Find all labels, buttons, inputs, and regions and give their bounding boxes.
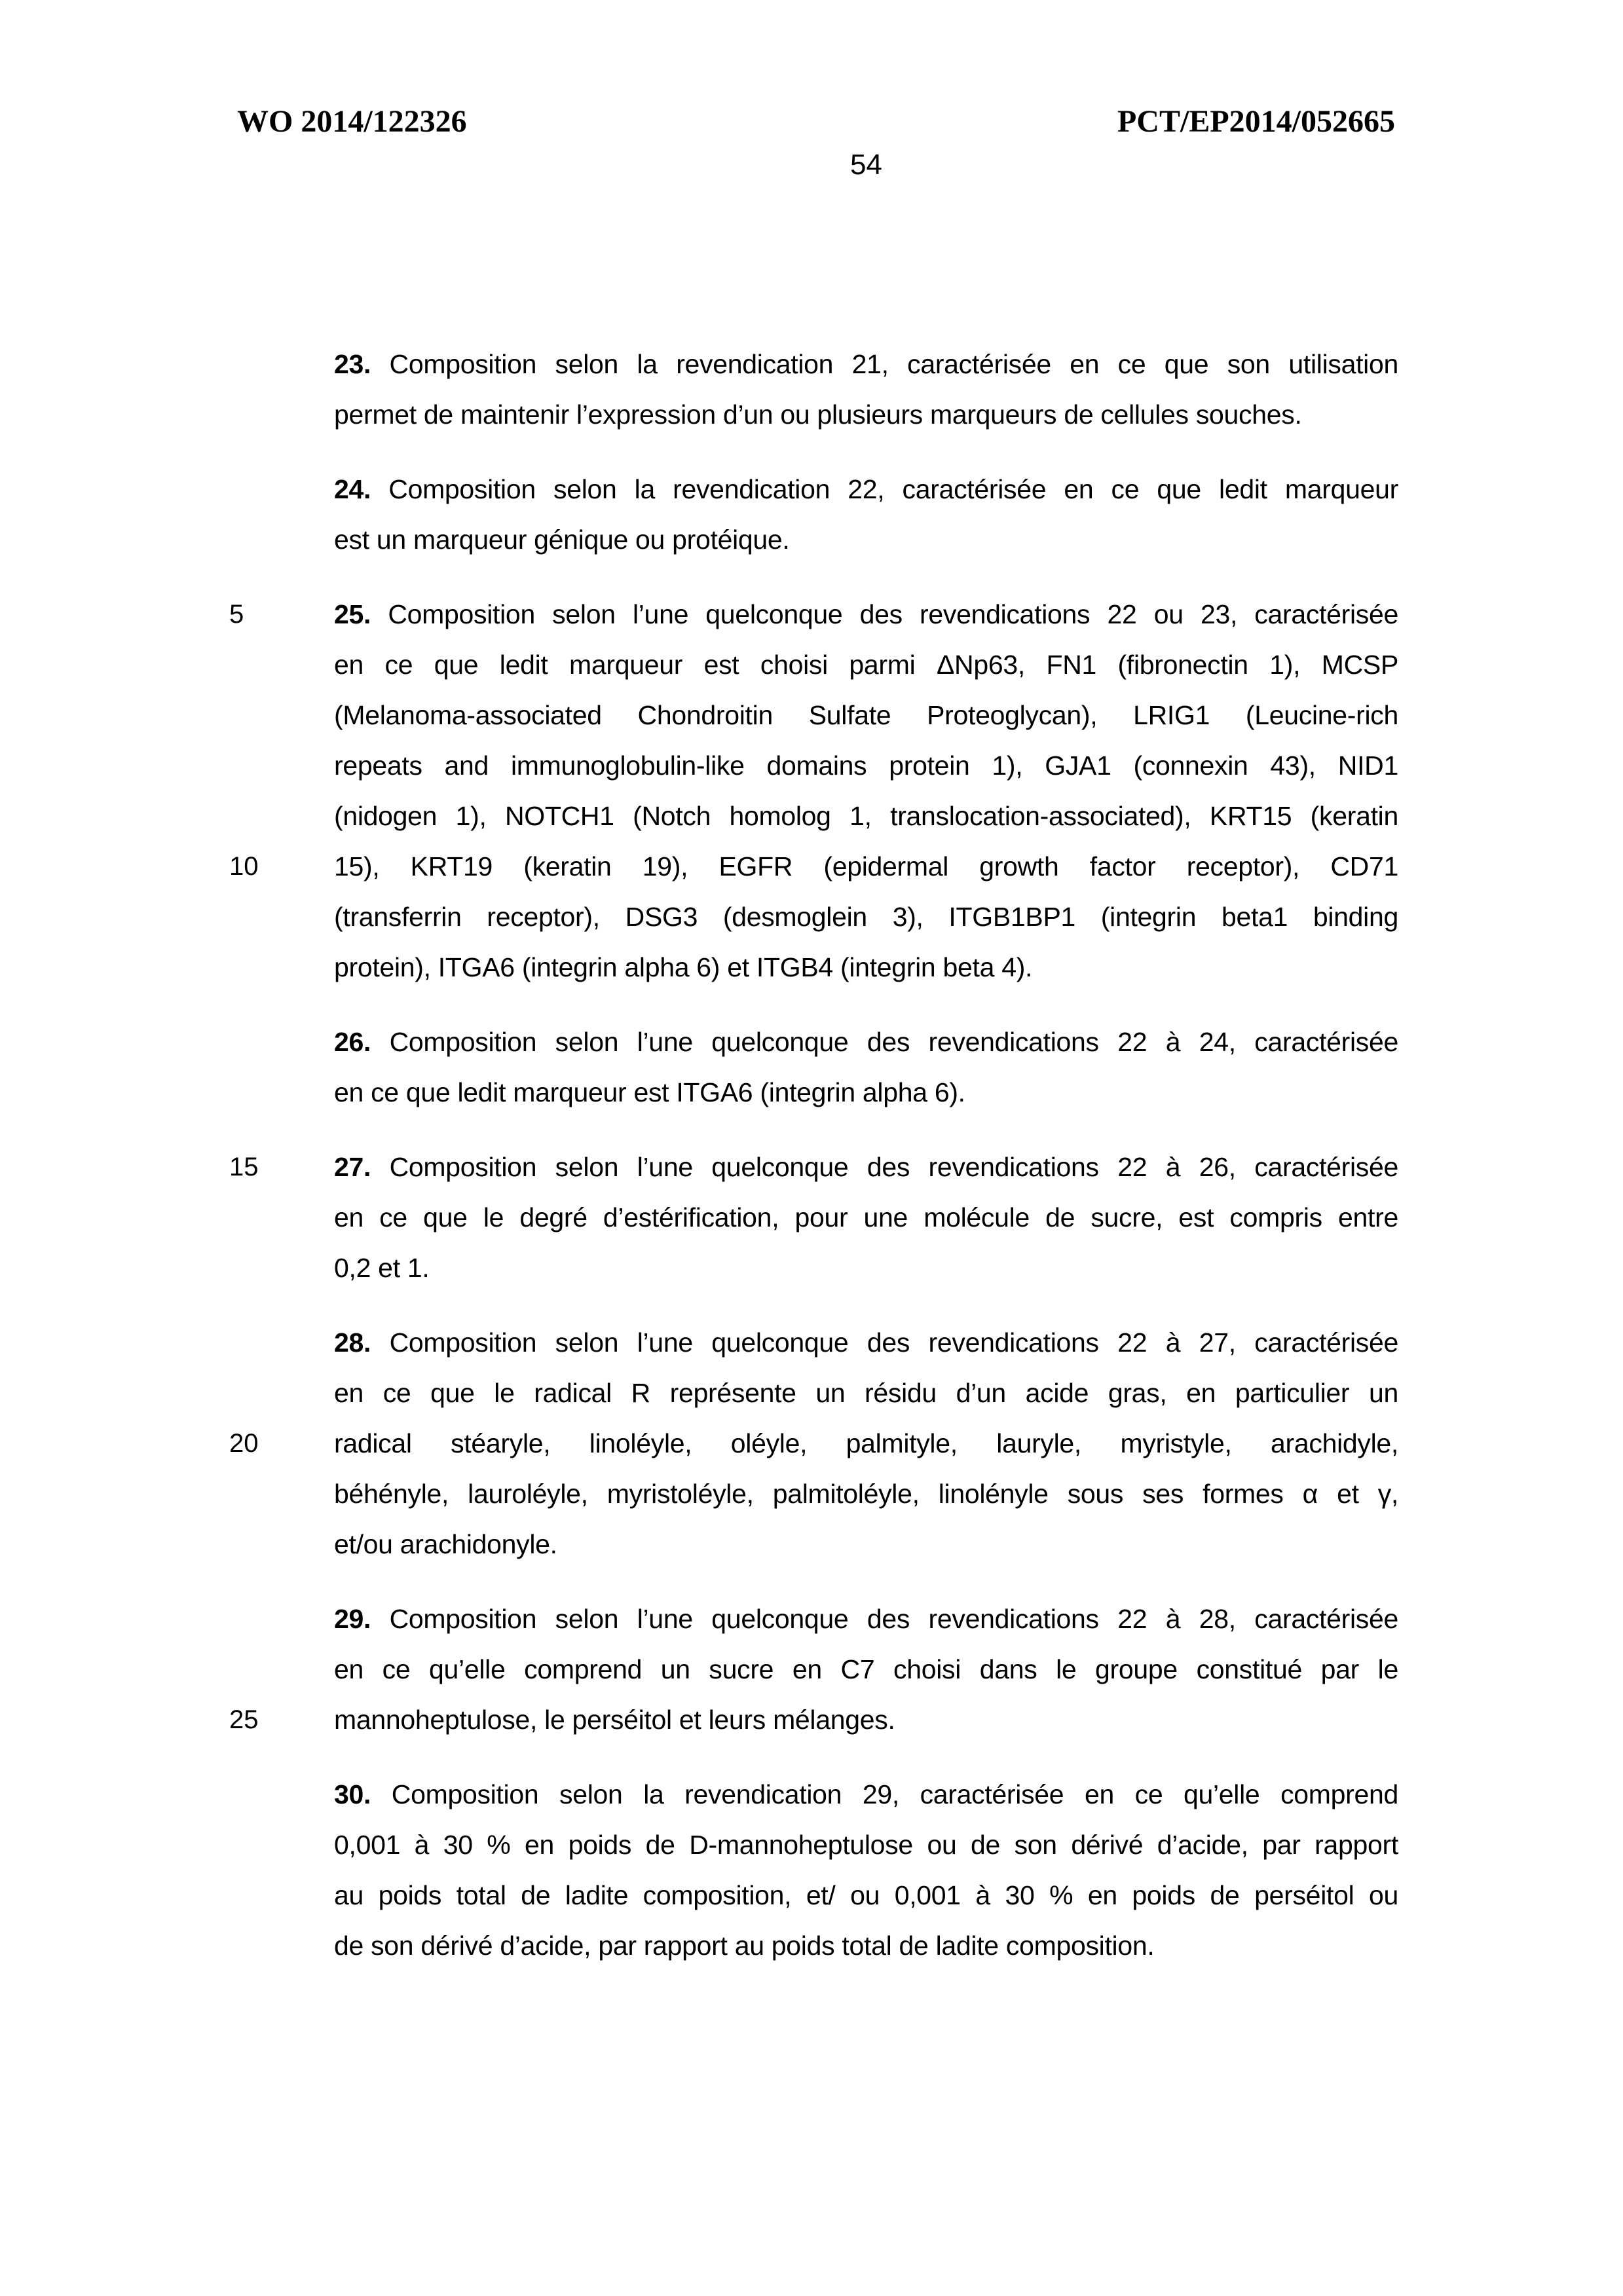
text-line: (Melanoma-associated Chondroitin Sulfate Proteoglycan), LRIG1 (Leucine-rich <box>334 700 1398 730</box>
text-line <box>334 1017 1398 1067</box>
claim-number: 26. <box>334 1027 371 1057</box>
claim-text: Composition selon l’une quelconque des revendications 22 ou 23, caractérisée <box>388 599 1398 629</box>
line-number-5: 5 <box>229 600 244 629</box>
text-line: 0,001 à 30 % en poids de D-mannoheptulose ou de son dérivé d’acide, par rapport <box>334 1830 1398 1860</box>
claim-text: Composition selon la revendication 29, caractérisée en ce qu’elle comprend <box>391 1779 1398 1809</box>
text-line <box>229 1142 1398 1193</box>
text-line: et/ou arachidonyle. <box>334 1529 557 1559</box>
claim-text: Composition selon l’une quelconque des revendications 22 à 26, caractérisée <box>389 1152 1398 1182</box>
claim-text: Composition selon l’une quelconque des revendications 22 à 24, caractérisée <box>389 1027 1398 1057</box>
publication-number: WO 2014/122326 <box>237 104 467 139</box>
text-line: protein), ITGA6 (integrin alpha 6) et ITGB4 (integrin beta 4). <box>334 952 1033 982</box>
text-line <box>229 1418 1398 1469</box>
claim-text: Composition selon la revendication 22, caractérisée en ce que ledit marqueur <box>388 474 1398 504</box>
claims-block <box>229 339 1398 1995</box>
claim-text: radical stéaryle, linoléyle, oléyle, palmityle, lauryle, myristyle, arachidyle, <box>334 1428 1398 1458</box>
application-number: PCT/EP2014/052665 <box>1117 104 1395 139</box>
claim-text: mannoheptulose, le perséitol et leurs mélanges. <box>334 1705 895 1735</box>
line-number-15: 15 <box>229 1153 259 1181</box>
claim-25 <box>229 589 1398 993</box>
claim-number: 23. <box>334 349 371 379</box>
text-line: est un marqueur génique ou protéique. <box>334 525 790 555</box>
text-line <box>334 1318 1398 1368</box>
page-number: 54 <box>850 149 882 181</box>
claim-28 <box>229 1318 1398 1570</box>
claim-26 <box>334 1017 1398 1118</box>
text-line: (nidogen 1), NOTCH1 (Notch homolog 1, translocation-associated), KRT15 (keratin <box>334 801 1398 831</box>
claim-text: 15), KRT19 (keratin 19), EGFR (epidermal growth factor receptor), CD71 <box>334 851 1398 881</box>
text-line: en ce que ledit marqueur est ITGA6 (integrin alpha 6). <box>334 1077 965 1107</box>
text-line: béhényle, lauroléyle, myristoléyle, palmitoléyle, linolényle sous ses formes α et γ, <box>334 1479 1398 1509</box>
claim-number: 25. <box>334 599 371 629</box>
text-line: en ce qu’elle comprend un sucre en C7 choisi dans le groupe constitué par le <box>334 1654 1398 1684</box>
claim-30 <box>334 1769 1398 1971</box>
text-line <box>229 589 1398 640</box>
text-line <box>334 1769 1398 1820</box>
text-line: (transferrin receptor), DSG3 (desmoglein 3), ITGB1BP1 (integrin beta1 binding <box>334 902 1398 932</box>
claim-text: Composition selon l’une quelconque des revendications 22 à 28, caractérisée <box>389 1604 1398 1634</box>
claim-text: Composition selon l’une quelconque des revendications 22 à 27, caractérisée <box>389 1327 1398 1358</box>
claim-number: 27. <box>334 1152 371 1182</box>
text-line: en ce que ledit marqueur est choisi parmi ΔNp63, FN1 (fibronectin 1), MCSP <box>334 650 1398 680</box>
claim-number: 30. <box>334 1779 371 1809</box>
text-line: de son dérivé d’acide, par rapport au poids total de ladite composition. <box>334 1931 1155 1961</box>
text-line <box>334 339 1398 390</box>
text-line <box>334 1594 1398 1644</box>
text-line: 0,2 et 1. <box>334 1253 430 1283</box>
text-line: en ce que le degré d’estérification, pour une molécule de sucre, est compris entre <box>334 1202 1398 1232</box>
claim-number: 29. <box>334 1604 371 1634</box>
line-number-10: 10 <box>229 852 259 881</box>
claim-24 <box>334 464 1398 565</box>
claim-text: Composition selon la revendication 21, caractérisée en ce que son utilisation <box>389 349 1398 379</box>
text-line <box>229 842 1398 892</box>
claim-23 <box>334 339 1398 440</box>
text-line: repeats and immunoglobulin-like domains protein 1), GJA1 (connexin 43), NID1 <box>334 750 1398 781</box>
text-line <box>334 464 1398 515</box>
claim-number: 28. <box>334 1327 371 1358</box>
claim-number: 24. <box>334 474 371 504</box>
text-line: en ce que le radical R représente un résidu d’un acide gras, en particulier un <box>334 1378 1398 1408</box>
claim-27 <box>229 1142 1398 1293</box>
claim-29 <box>229 1594 1398 1745</box>
text-line <box>229 1695 1398 1745</box>
text-line: au poids total de ladite composition, et/ ou 0,001 à 30 % en poids de perséitol ou <box>334 1880 1398 1910</box>
line-number-20: 20 <box>229 1429 259 1458</box>
text-line: permet de maintenir l’expression d’un ou plusieurs marqueurs de cellules souches. <box>334 399 1302 430</box>
line-number-25: 25 <box>229 1705 259 1734</box>
